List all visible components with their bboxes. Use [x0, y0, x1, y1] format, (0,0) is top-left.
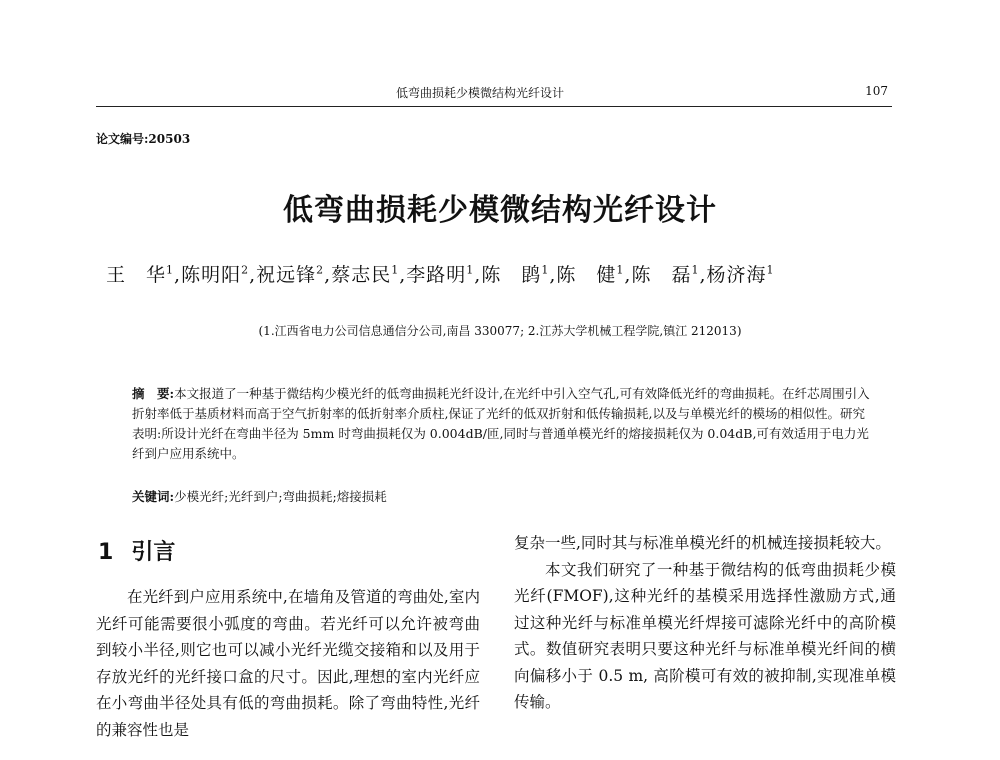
right-column — [514, 530, 896, 716]
author-affiliation-mark: 2 — [316, 263, 325, 277]
abstract-text: 本文报道了一种基于微结构少模光纤的低弯曲损耗光纤设计,在光纤中引入空气孔,可有效降低光纤的弯曲损耗。在纤芯周围引入折射率低于基质材料而高于空气折射率的低折射率介质柱,保证了光纤的低双折射和低传输损耗,以及与单模光纤的模场的相似性。研究表明:所设计光纤在弯曲半径为 5mm 时弯曲损耗仅为 0.004dB/匝,同时与普通单模光纤的熔接损耗仅为 0.04dB,可有效适用于电力光纤到户应用系统中。 — [132, 386, 870, 461]
author-name: 陈 健 — [556, 264, 617, 286]
body-paragraph: 复杂一些,同时其与标准单模光纤的机械连接损耗较大。 — [514, 534, 891, 552]
author-name: 王 华 — [106, 264, 167, 286]
author-affiliation-mark: 1 — [616, 263, 625, 277]
author-name: 蔡志民 — [331, 264, 392, 286]
author-affiliation-mark: 1 — [766, 263, 775, 277]
body-paragraph: 在光纤到户应用系统中,在墙角及管道的弯曲处,室内光纤可能需要很小弧度的弯曲。若光纤可以允许被弯曲到较小半径,则它也可以减小光纤光缆交接箱和以及用于存放光纤的光纤接口盒的尺寸。因此,理想的室内光纤应在小弯曲半径处具有低的弯曲损耗。除了弯曲特性,光纤的兼容性也是 — [96, 588, 480, 739]
keywords-text: 少模光纤;光纤到户;弯曲损耗;熔接损耗 — [174, 489, 387, 504]
running-header — [96, 82, 892, 107]
author-affiliation-mark: 1 — [466, 263, 475, 277]
body-paragraph: 本文我们研究了一种基于微结构的低弯曲损耗少模光纤(FMOF),这种光纤的基模采用选择性激励方式,通过这种光纤与标准单模光纤焊接可滤除光纤中的高阶模式。数值研究表明只要这种光纤与标准单模光纤间的横向偏移小于 0.5 m, 高阶模可有效的被抑制,实现准单模传输。 — [514, 560, 896, 711]
author-list: 王 华$^1$,陈明阳$^2$,祝远锋$^2$,蔡志民$^1$,李路明$^1$,陈 鹍$^1$,陈 健$^1$,陈 磊$^1$,杨济海$^1$ — [106, 263, 775, 286]
section-number: 1 — [98, 540, 114, 565]
author-name: 李路明 — [406, 264, 467, 286]
keywords — [132, 487, 876, 505]
left-column — [96, 584, 480, 743]
page-number: 107 — [865, 84, 888, 98]
section-title: 引言 — [131, 540, 176, 565]
keywords-label: 关键词: — [132, 489, 175, 504]
author-affiliation-mark: 1 — [166, 263, 175, 277]
abstract-label: 摘 要: — [132, 386, 175, 401]
author-name: 陈 鹍 — [481, 264, 542, 286]
affiliation: (1.江西省电力公司信息通信分公司,南昌 330077; 2.江苏大学机械工程学院,镇江 212013) — [258, 324, 742, 338]
author-affiliation-mark: 1 — [691, 263, 700, 277]
section-heading — [98, 535, 175, 566]
author-name: 祝远锋 — [256, 264, 317, 286]
author-name: 陈 磊 — [631, 264, 692, 286]
author-name: 陈明阳 — [181, 264, 242, 286]
paper-title: 低弯曲损耗少模微结构光纤设计 — [283, 193, 717, 228]
abstract — [132, 384, 876, 464]
paper-number: 论文编号:20503 — [96, 132, 191, 146]
author-affiliation-mark: 1 — [541, 263, 550, 277]
author-affiliation-mark: 1 — [391, 263, 400, 277]
author-affiliation-mark: 2 — [241, 263, 250, 277]
author-name: 杨济海 — [706, 264, 767, 286]
running-title: 低弯曲损耗少模微结构光纤设计 — [396, 86, 565, 100]
